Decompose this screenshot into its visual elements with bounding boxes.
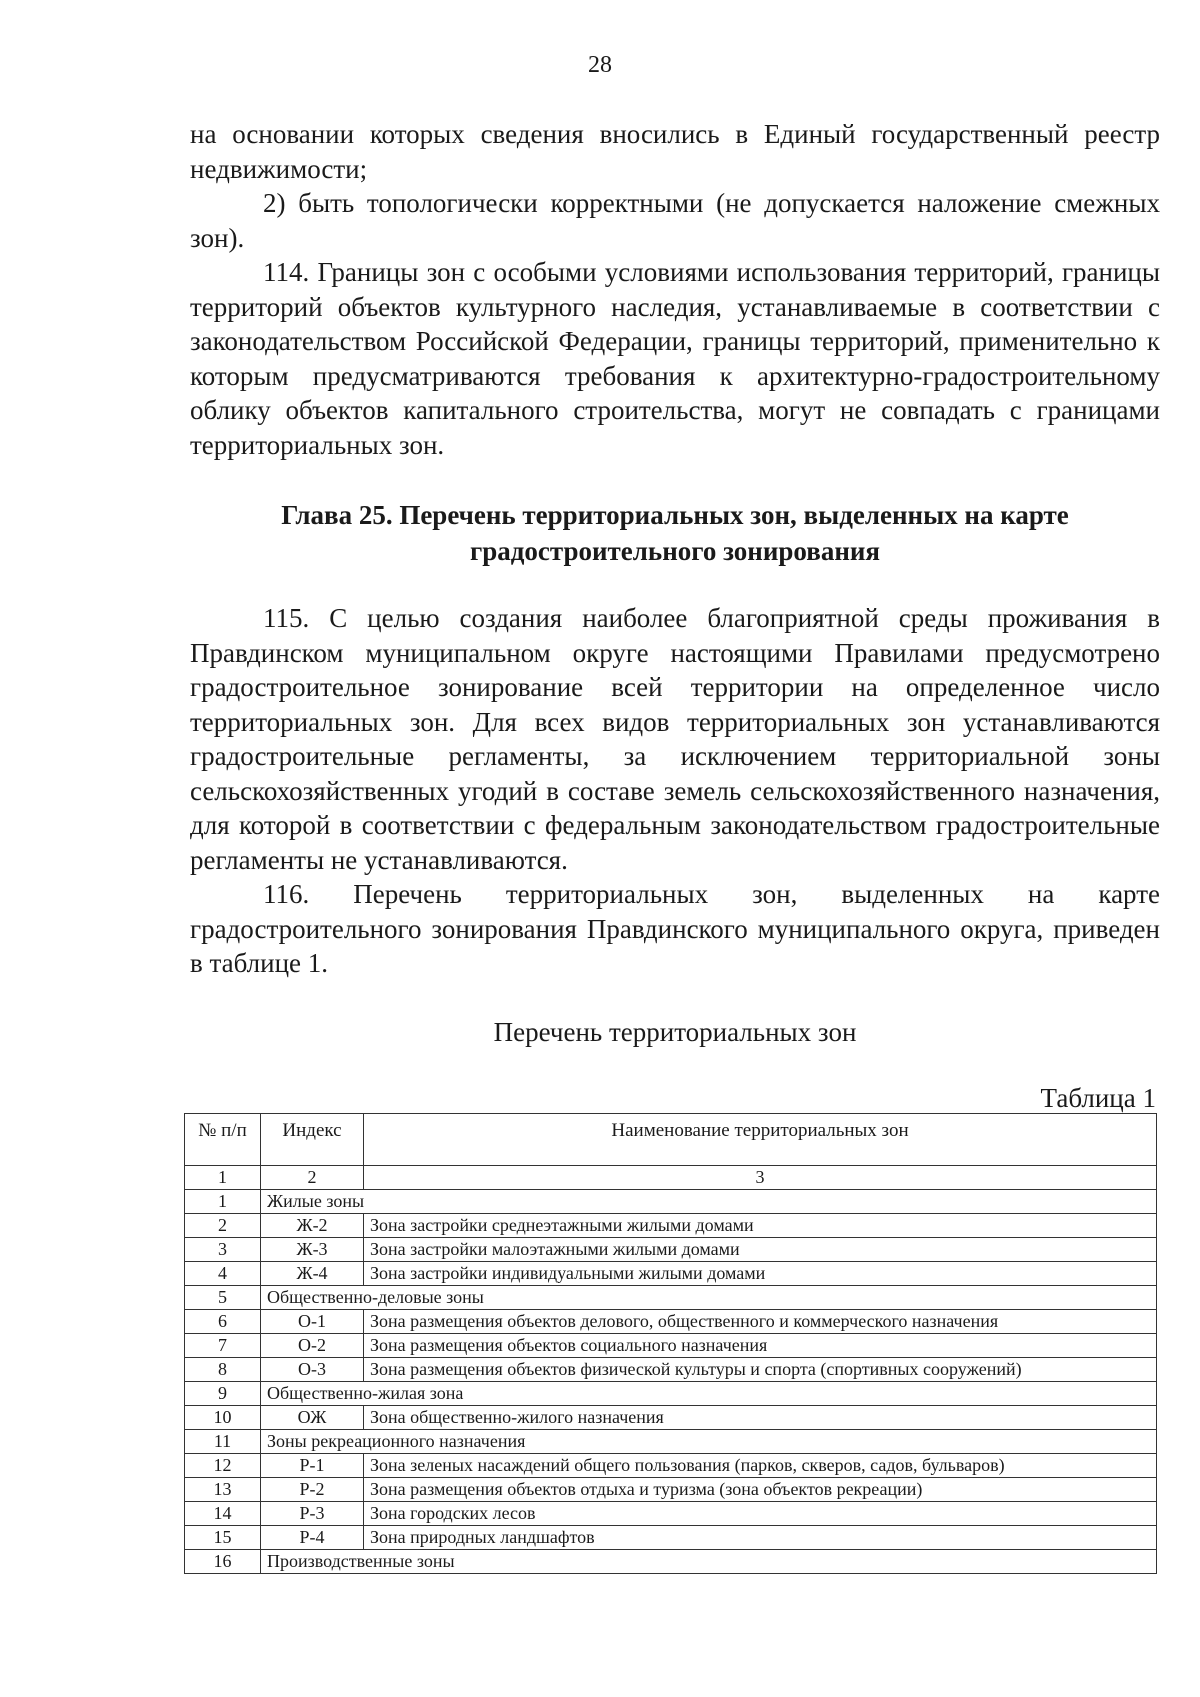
page-number: 28 <box>588 52 612 78</box>
row-number: 10 <box>185 1406 261 1430</box>
row-number: 16 <box>185 1550 261 1574</box>
zone-index: О-3 <box>261 1358 364 1382</box>
zone-name: Зона размещения объектов физической культуры и спорта (спортивных сооружений) <box>364 1358 1157 1382</box>
table-body <box>185 1190 1157 1574</box>
header-number: № п/п <box>185 1114 261 1166</box>
row-number: 6 <box>185 1310 261 1334</box>
table-group-row <box>185 1430 1157 1454</box>
row-number: 14 <box>185 1502 261 1526</box>
zone-name: Зона общественно-жилого назначения <box>364 1406 1157 1430</box>
zone-group-name: Жилые зоны <box>261 1190 1157 1214</box>
chapter-heading: Глава 25. Перечень территориальных зон, выделенных на карте градостроительного зонирования <box>281 500 1069 566</box>
row-number: 5 <box>185 1286 261 1310</box>
table-title: Перечень территориальных зон <box>493 1017 857 1047</box>
row-number: 11 <box>185 1430 261 1454</box>
row-number: 2 <box>185 1214 261 1238</box>
column-number: 1 <box>185 1166 261 1190</box>
row-number: 13 <box>185 1478 261 1502</box>
zone-group-name: Зоны рекреационного назначения <box>261 1430 1157 1454</box>
row-number: 4 <box>185 1262 261 1286</box>
zone-name: Зона размещения объектов делового, общественного и коммерческого назначения <box>364 1310 1157 1334</box>
table-header-row <box>185 1114 1157 1166</box>
row-number: 7 <box>185 1334 261 1358</box>
column-number-row <box>185 1166 1157 1190</box>
row-number: 1 <box>185 1190 261 1214</box>
zone-name: Зона застройки малоэтажными жилыми домами <box>364 1238 1157 1262</box>
header-zone-name: Наименование территориальных зон <box>364 1114 1157 1166</box>
table-row <box>185 1502 1157 1526</box>
header-index: Индекс <box>261 1114 364 1166</box>
zone-name: Зона размещения объектов отдыха и туризма (зона объектов рекреации) <box>364 1478 1157 1502</box>
column-number: 3 <box>364 1166 1157 1190</box>
table-group-row <box>185 1382 1157 1406</box>
zone-index: Ж-2 <box>261 1214 364 1238</box>
paragraph: 2) быть топологически корректными (не допускается наложение смежных зон). <box>190 188 1160 253</box>
zone-name: Зона застройки индивидуальными жилыми домами <box>364 1262 1157 1286</box>
zone-index: О-1 <box>261 1310 364 1334</box>
table-group-row <box>185 1550 1157 1574</box>
body-text-top <box>190 117 1160 462</box>
table-row <box>185 1310 1157 1334</box>
zone-name: Зона застройки среднеэтажными жилыми домами <box>364 1214 1157 1238</box>
zone-index: Ж-4 <box>261 1262 364 1286</box>
row-number: 9 <box>185 1382 261 1406</box>
zone-index: Ж-3 <box>261 1238 364 1262</box>
paragraph-116: 116. Перечень территориальных зон, выделенных на карте градостроительного зонирования Правдинского муниципального округа, приведен в таблице 1. <box>190 879 1160 978</box>
zone-index: Р-1 <box>261 1454 364 1478</box>
table-row <box>185 1262 1157 1286</box>
zone-name: Зона размещения объектов социального назначения <box>364 1334 1157 1358</box>
row-number: 3 <box>185 1238 261 1262</box>
paragraph: на основании которых сведения вносились в Единый государственный реестр недвижимости; <box>190 119 1160 184</box>
table-row <box>185 1526 1157 1550</box>
table-label: Таблица 1 <box>1040 1083 1156 1113</box>
zone-name: Зона зеленых насаждений общего пользования (парков, скверов, садов, бульваров) <box>364 1454 1157 1478</box>
table-row <box>185 1238 1157 1262</box>
table-row <box>185 1334 1157 1358</box>
row-number: 12 <box>185 1454 261 1478</box>
zone-group-name: Общественно-жилая зона <box>261 1382 1157 1406</box>
zones-table <box>184 1113 1157 1574</box>
zone-group-name: Производственные зоны <box>261 1550 1157 1574</box>
paragraph-114: 114. Границы зон с особыми условиями использования территорий, границы территорий объектов культурного наследия, устанавливаемые в соответствии с законодательством Российской Федерации, границы территорий, применительно к которым предусматриваются требования к архитектурно-градостроительному облику объектов капитального строительства, могут не совпадать с границами территориальных зон. <box>190 257 1160 460</box>
zone-index: Р-3 <box>261 1502 364 1526</box>
column-number: 2 <box>261 1166 364 1190</box>
row-number: 8 <box>185 1358 261 1382</box>
zone-name: Зона природных ландшафтов <box>364 1526 1157 1550</box>
row-number: 15 <box>185 1526 261 1550</box>
table-row <box>185 1454 1157 1478</box>
table-group-row <box>185 1190 1157 1214</box>
zone-index: О-2 <box>261 1334 364 1358</box>
table-group-row <box>185 1286 1157 1310</box>
zone-name: Зона городских лесов <box>364 1502 1157 1526</box>
body-text-bottom <box>190 601 1160 981</box>
table-row <box>185 1214 1157 1238</box>
zone-group-name: Общественно-деловые зоны <box>261 1286 1157 1310</box>
table-row <box>185 1406 1157 1430</box>
table-row <box>185 1358 1157 1382</box>
paragraph-115: 115. С целью создания наиболее благоприятной среды проживания в Правдинском муниципальном округе настоящими Правилами предусмотрено градостроительное зонирование всей территории на определенное число территориальных зон. Для всех видов территориальных зон устанавливаются градостроительные регламенты, за исключением территориальной зоны сельскохозяйственных угодий в составе земель сельскохозяйственного назначения, для которой в соответствии с федеральным законодательством градостроительные регламенты не устанавливаются. <box>190 603 1160 875</box>
zone-index: Р-2 <box>261 1478 364 1502</box>
table-row <box>185 1478 1157 1502</box>
zone-index: Р-4 <box>261 1526 364 1550</box>
zone-index: ОЖ <box>261 1406 364 1430</box>
